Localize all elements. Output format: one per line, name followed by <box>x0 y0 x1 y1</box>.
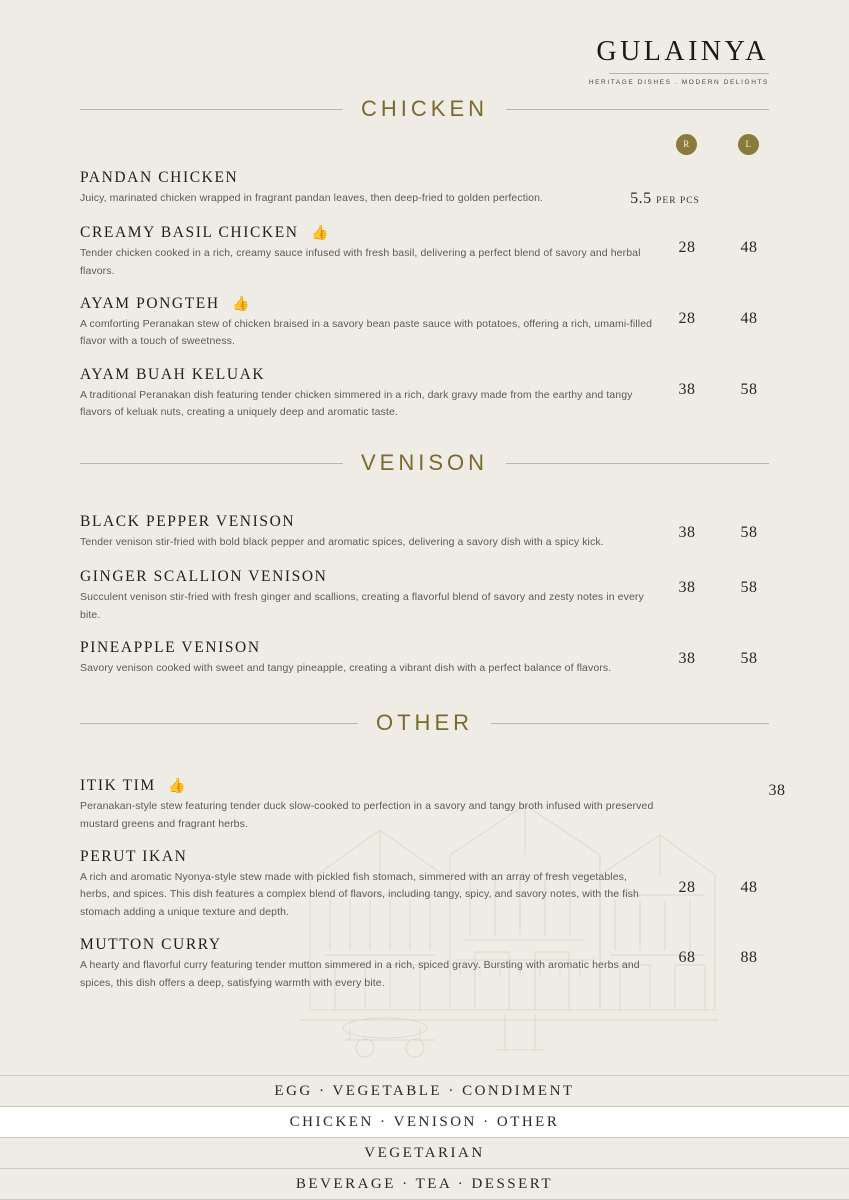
item-description: A traditional Peranakan dish featuring tender chicken simmered in a rich, dark gravy made from the earthy and tangy flavors of keluak nuts, creating a uniquely deep and aromatic taste. <box>80 388 633 419</box>
item-price-regular: 28 <box>678 309 696 327</box>
item-price-large: 58 <box>740 649 758 667</box>
item-name: ITIK TIM <box>80 777 156 794</box>
item-name: CREAMY BASIL CHICKEN <box>80 224 299 241</box>
section-title: OTHER <box>376 710 473 735</box>
menu-item[interactable] <box>80 839 769 927</box>
item-description: Peranakan-style stew featuring tender duck slow-cooked to perfection in a savory and tangy broth infused with preserved mustard greens and fragrant herbs. <box>80 800 654 830</box>
footer-nav-item-chicken-venison-other[interactable]: CHICKEN · VENISON · OTHER <box>0 1106 849 1137</box>
item-price-large: 48 <box>740 878 758 896</box>
item-price-large: 88 <box>740 949 758 967</box>
heading-rule-right <box>491 723 769 724</box>
brand-name: GULAINYA <box>596 36 769 67</box>
section-heading <box>80 450 769 476</box>
thumbs-up-icon: 👍 <box>232 294 250 311</box>
section-heading <box>80 710 769 736</box>
section-heading <box>80 96 769 122</box>
menu-item[interactable] <box>80 768 786 839</box>
menu-item[interactable] <box>80 559 769 630</box>
heading-rule-left <box>80 463 343 464</box>
item-price-large: 58 <box>740 524 758 541</box>
item-description: Savory venison cooked with sweet and tangy pineapple, creating a vibrant dish with a perfect balance of flavors. <box>80 662 612 675</box>
item-name: PINEAPPLE VENISON <box>80 638 261 656</box>
price-column-regular: R <box>676 134 697 155</box>
footer-nav-item-egg-vegetable-condiment[interactable]: EGG · VEGETABLE · CONDIMENT <box>0 1075 849 1106</box>
section-title: VENISON <box>360 450 489 475</box>
item-description: Succulent venison stir-fried with fresh ginger and scallions, creating a flavorful blend of savory and zesty notes in every bite. <box>80 591 644 621</box>
menu-item[interactable] <box>80 927 769 998</box>
section-venison <box>0 450 849 685</box>
item-description: Tender chicken cooked in a rich, creamy sauce infused with fresh basil, delivering a perfect blend of savory and herbal flavors. <box>80 247 641 277</box>
section-other <box>0 710 849 998</box>
item-price-regular: 38 <box>678 524 696 541</box>
menu-item[interactable] <box>80 504 769 559</box>
item-name: BLACK PEPPER VENISON <box>80 513 296 530</box>
item-price-regular: 5.5 PER PCS <box>630 190 700 207</box>
item-price-regular: 38 <box>678 649 696 667</box>
brand-tagline: HERITAGE DISHES . MODERN DELIGHTS <box>588 79 769 86</box>
item-description: Tender venison stir-fried with bold black pepper and aromatic spices, delivering a savory dish with a spicy kick. <box>80 536 604 549</box>
item-price-large: 58 <box>740 380 758 398</box>
price-column-large: L <box>738 134 759 155</box>
thumbs-up-icon: 👍 <box>168 777 186 793</box>
item-description: A rich and aromatic Nyonya-style stew made with pickled fish stomach, simmered with an array of fresh vegetables, herbs, and spices. This dish features a complex blend of flavors, including tangy, spicy, and savory notes, with the fish stomach adding a unique texture and depth. <box>80 871 639 918</box>
brand-logo <box>469 38 769 86</box>
menu-item[interactable] <box>80 160 769 215</box>
section-chicken <box>0 96 849 428</box>
item-price-large: 38 <box>768 782 786 799</box>
menu-item[interactable] <box>80 215 769 286</box>
item-price-regular: 68 <box>678 949 696 967</box>
heading-rule-left <box>80 109 343 110</box>
item-name: AYAM PONGTEH <box>80 294 220 312</box>
item-price-regular: 38 <box>678 380 696 398</box>
footer-nav-item-beverage-tea-dessert[interactable]: BEVERAGE · TEA · DESSERT <box>0 1168 849 1200</box>
item-price-large: 58 <box>740 579 758 596</box>
item-price-regular: 38 <box>678 579 696 596</box>
heading-rule-left <box>80 723 358 724</box>
menu-item-list <box>80 504 769 685</box>
item-price-large: 48 <box>740 309 758 327</box>
item-description: Juicy, marinated chicken wrapped in fragrant pandan leaves, then deep-fried to golden perfection. <box>80 192 544 205</box>
item-price-regular: 28 <box>678 878 696 896</box>
item-price-unit: PER PCS <box>656 196 700 206</box>
item-name: GINGER SCALLION VENISON <box>80 568 328 585</box>
item-description: A comforting Peranakan stew of chicken braised in a savory bean paste sauce with potatoes, offering a rich, umami-filled flavor with a touch of sweetness. <box>80 318 653 348</box>
item-name: AYAM BUAH KELUAK <box>80 365 266 383</box>
item-price-regular: 28 <box>678 239 696 256</box>
item-name: MUTTON CURRY <box>80 936 222 954</box>
item-price-large: 48 <box>740 239 758 256</box>
menu-item-list <box>80 768 786 998</box>
heading-rule-right <box>506 463 769 464</box>
menu-item[interactable] <box>80 357 769 428</box>
menu-item[interactable] <box>80 630 769 685</box>
footer-nav <box>0 1075 849 1200</box>
heading-rule-right <box>506 109 769 110</box>
thumbs-up-icon: 👍 <box>311 224 329 240</box>
item-name: PERUT IKAN <box>80 847 188 865</box>
item-description: A hearty and flavorful curry featuring tender mutton simmered in a rich, spiced gravy. Bursting with aromatic herbs and spices, this dish offers a deep, satisfying warmth with every bite. <box>80 959 640 989</box>
menu-item[interactable] <box>80 286 769 357</box>
menu-item-list <box>80 160 769 428</box>
price-column-headers <box>80 134 769 160</box>
brand-divider <box>609 73 769 74</box>
item-name: PANDAN CHICKEN <box>80 169 239 186</box>
footer-nav-item-vegetarian[interactable]: VEGETARIAN <box>0 1137 849 1168</box>
section-title: CHICKEN <box>361 96 489 121</box>
